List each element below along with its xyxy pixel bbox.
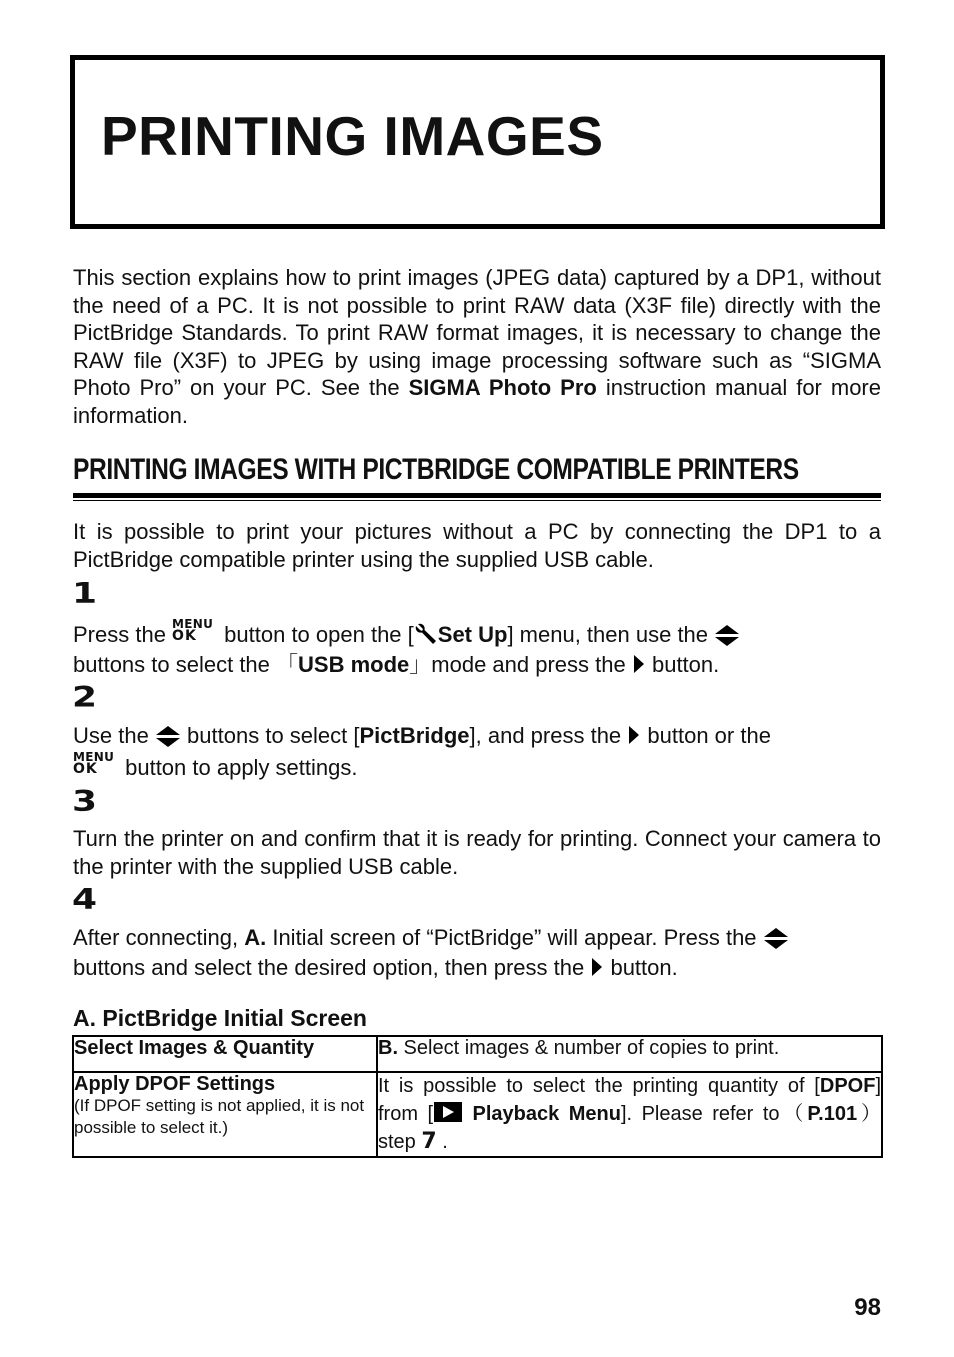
step-4-t4: button.	[604, 955, 678, 980]
row2-d5: .	[436, 1131, 448, 1153]
step-number-3: 3	[72, 785, 97, 819]
heading-rule-thin	[73, 500, 881, 501]
step-2-pictbridge: PictBridge	[359, 723, 470, 748]
menu-icon-top: MENU	[73, 750, 115, 764]
step-4-a: A.	[244, 925, 267, 950]
row2-label: Apply DPOF Settings	[74, 1073, 276, 1095]
step-1-t4: buttons to select the 「	[73, 652, 299, 677]
step-2-t1: Use the	[73, 723, 155, 748]
step-4-text	[73, 923, 881, 983]
row2-d4: ）step	[378, 1103, 881, 1153]
row2-d1: It is possible to select the printing quantity of [	[378, 1075, 820, 1097]
page-title: PRINTING IMAGES	[101, 105, 604, 167]
step-2-t3: ], and press the	[469, 723, 628, 748]
table-cell	[377, 1036, 882, 1072]
step-4-t1: After connecting,	[73, 925, 245, 950]
step-1-t3: ] menu, then use the	[507, 622, 715, 647]
intro-bold: SIGMA Photo Pro	[408, 375, 597, 401]
step-2-t5: button to apply settings.	[119, 755, 358, 780]
section-heading: PRINTING IMAGES WITH PICTBRIDGE COMPATIBLE PRINTERS	[73, 453, 799, 486]
menu-ok-icon	[73, 751, 119, 779]
row2-playback: Playback Menu	[463, 1103, 621, 1125]
up-down-arrows-icon	[714, 624, 740, 646]
table-row	[73, 1072, 882, 1157]
step-2-t4: button or the	[641, 723, 771, 748]
heading-rule	[73, 493, 881, 498]
row2-ref: P.101	[807, 1103, 858, 1125]
pictbridge-table	[72, 1035, 883, 1158]
step-number-4: 4	[72, 883, 97, 917]
step-4-t3: buttons and select the desired option, then press the	[73, 955, 591, 980]
section-intro: It is possible to print your pictures without a PC by connecting the DP1 to a PictBridge compatible printer using the supplied USB cable.	[73, 519, 881, 572]
playback-icon	[433, 1100, 463, 1124]
row2-d3: ]. Please refer to（	[620, 1103, 808, 1125]
row2-step: 7	[421, 1129, 437, 1154]
step-1-t6: button.	[645, 652, 720, 677]
right-arrow-icon	[632, 653, 646, 675]
step-3-text: Turn the printer on and confirm that it is ready for printing. Connect your camera to the printer with the supplied USB cable.	[73, 826, 881, 879]
step-1-text	[73, 618, 881, 680]
menu-ok-icon	[172, 618, 218, 646]
step-1-t5: 」mode and press the	[409, 652, 632, 677]
intro-paragraph	[73, 264, 881, 430]
step-2-t2: buttons to select [	[180, 723, 360, 748]
menu-icon-top: MENU	[172, 617, 214, 631]
step-number-2: 2	[72, 681, 97, 715]
step-1-t2: button to open the [	[218, 622, 414, 647]
row2-d2: ] from [	[378, 1075, 881, 1125]
table-row	[73, 1036, 882, 1072]
table-cell	[377, 1072, 882, 1157]
step-1-t1: Press the	[73, 622, 173, 647]
page-number: 98	[854, 1294, 881, 1321]
menu-icon-bottom: OK	[73, 761, 98, 777]
table-cell	[73, 1036, 377, 1072]
table-cell	[73, 1072, 377, 1157]
intro-text: This section explains how to print images (JPEG data) captured by a DP1, without the need of a PC. It is not possible to print RAW data (X3F file) directly with the PictBridge Standards. To print RAW format images, it is necessary to change the RAW file (X3F) to JPEG by using image processing software such as “SIGMA Photo Pro” on your PC. See the	[73, 265, 881, 401]
right-arrow-icon	[590, 956, 604, 978]
title-box	[70, 55, 885, 229]
row2-dpof: DPOF	[819, 1075, 876, 1097]
wrench-icon	[414, 622, 438, 646]
step-number-1: 1	[72, 577, 97, 611]
step-1-setup: Set Up	[437, 622, 508, 647]
right-arrow-icon	[627, 724, 641, 746]
menu-icon-bottom: OK	[172, 628, 197, 644]
up-down-arrows-icon	[763, 927, 789, 949]
intro-text-end: instruction manual for more information.	[73, 375, 881, 428]
row1-desc: Select images & number of copies to print.	[398, 1037, 780, 1059]
table-heading: A. PictBridge Initial Screen	[73, 1005, 367, 1031]
step-1-usb: USB mode	[298, 652, 410, 677]
row1-b: B.	[378, 1037, 398, 1059]
row2-note: (If DPOF setting is not applied, it is not possible to select it.)	[74, 1096, 365, 1137]
step-2-text	[73, 721, 881, 783]
step-4-t2: Initial screen of “PictBridge” will appear. Press the	[266, 925, 763, 950]
row1-label: Select Images & Quantity	[74, 1037, 315, 1059]
up-down-arrows-icon	[155, 725, 181, 747]
